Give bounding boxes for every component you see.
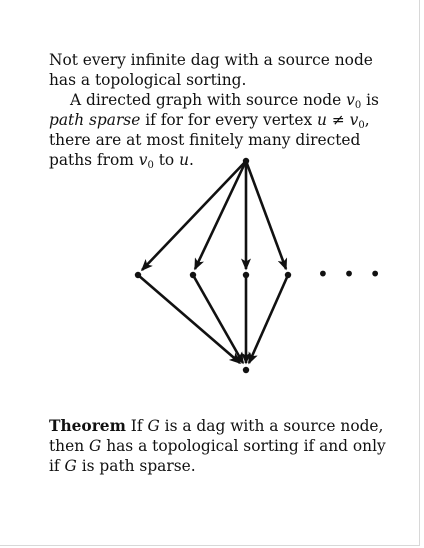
intro-text: Not every infinite dag with a source node has a topological sorting. <box>49 51 373 89</box>
theorem-text: has a topological sorting if and only if <box>49 437 386 475</box>
math-u: u <box>317 111 327 129</box>
edge-source-to-node-2 <box>195 161 246 269</box>
middle-node-4 <box>285 272 291 278</box>
math-subscript: 0 <box>354 100 362 111</box>
continuation-ellipsis: • • • <box>316 262 386 286</box>
math-G: G <box>147 417 160 435</box>
theorem-text: is path sparse. <box>76 457 196 475</box>
theorem-text: is a dag with a source node, then <box>49 417 384 455</box>
math-G: G <box>89 437 102 455</box>
theorem-label: Theorem <box>49 417 126 435</box>
math-G: G <box>64 457 77 475</box>
definition-text: . <box>188 151 194 169</box>
defined-term: path sparse <box>49 111 141 129</box>
math-subscript: 0 <box>147 160 154 171</box>
source-node <box>243 158 249 164</box>
definition-text: is <box>361 91 379 109</box>
middle-node-3 <box>243 272 249 278</box>
definition-text: to <box>153 151 180 169</box>
definition-text: , there are at most finitely many directed paths from <box>49 111 370 169</box>
sink-node <box>243 367 249 373</box>
math-neq: ≠ <box>326 111 350 129</box>
math-subscript: 0 <box>358 120 365 131</box>
edge-source-to-node-1 <box>142 161 246 270</box>
definition-text: A directed graph with source node <box>70 91 347 109</box>
definition-text: if for for every vertex <box>140 111 318 129</box>
middle-node-2 <box>190 272 196 278</box>
theorem-text: If <box>125 417 148 435</box>
math-u: u <box>179 151 189 169</box>
middle-node-1 <box>135 272 141 278</box>
math-v: v <box>349 111 359 129</box>
edge-node-4-to-sink <box>249 275 288 363</box>
edge-node-2-to-sink <box>193 275 243 363</box>
math-v: v <box>346 91 355 109</box>
edge-node-1-to-sink <box>138 275 240 363</box>
theorem-paragraph <box>49 416 401 476</box>
math-v: v <box>138 151 148 169</box>
edge-source-to-node-4 <box>246 161 286 269</box>
